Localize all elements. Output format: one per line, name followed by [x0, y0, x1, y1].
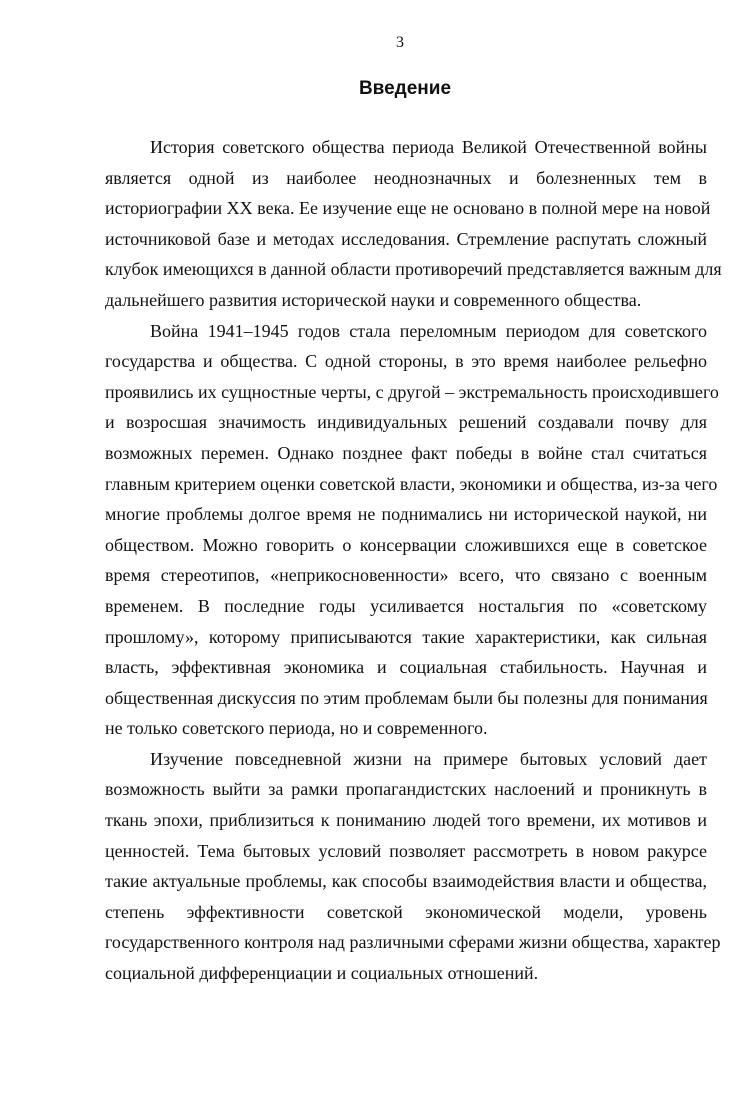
text-line: социальной дифференциации и социальных отношений.: [105, 963, 539, 984]
text-line: является одной из наиболее неоднозначных и болезненных тем в: [105, 167, 707, 188]
text-line: многие проблемы долгое время не поднимались ни исторической наукой, ни: [105, 504, 707, 525]
text-line: Изучение повседневной жизни на примере бытовых условий дает: [150, 748, 707, 769]
text-line: дальнейшего развития исторической науки и современного общества.: [105, 289, 642, 310]
text-line: проявились их сущностные черты, с другой – экстремальность происходившего: [105, 381, 719, 402]
text-line: государства и общества. С одной стороны, в это время наиболее рельефно: [105, 351, 707, 372]
text-line: Война 1941–1945 годов стала переломным периодом для советского: [150, 320, 707, 341]
paragraph: [105, 132, 722, 316]
text-line: общественная дискуссия по этим проблемам были бы полезны для понимания: [105, 687, 708, 708]
text-line: временем. В последние годы усиливается ностальгия по «советскому: [105, 595, 707, 616]
text-line: время стереотипов, «неприкосновенности» всего, что связано с военным: [105, 565, 707, 586]
text-line: государственного контроля над различными сферами жизни общества, характер: [105, 932, 721, 953]
text-line: обществом. Можно говорить о консервации сложившихся еще в советское: [105, 534, 707, 555]
text-line: главным критерием оценки советской власти, экономики и общества, из-за чего: [105, 473, 718, 494]
text-line: ценностей. Тема бытовых условий позволяет рассмотреть в новом ракурсе: [105, 840, 707, 861]
text-line: власть, эффективная экономика и социальная стабильность. Научная и: [105, 657, 707, 678]
text-line: прошлому», которому приписываются такие характеристики, как сильная: [105, 626, 707, 647]
text-line: историографии XX века. Ее изучение еще не основано в полной мере на новой: [105, 198, 711, 219]
text-line: ткань эпохи, приблизиться к пониманию людей того времени, их мотивов и: [105, 810, 707, 831]
text-line: История советского общества периода Великой Отечественной войны: [150, 137, 707, 157]
page-number: 3: [396, 34, 404, 51]
text-line: клубок имеющихся в данной области противоречий представляется важным для: [105, 259, 722, 280]
paragraph: [105, 744, 721, 989]
page-title: Введение: [358, 78, 452, 99]
text-line: такие актуальные проблемы, как способы взаимодействия власти и общества,: [105, 871, 707, 892]
text-line: возможных перемен. Однако позднее факт победы в войне стал считаться: [105, 442, 707, 463]
text-line: степень эффективности советской экономической модели, уровень: [105, 901, 707, 922]
paragraph: [105, 316, 719, 744]
text-line: и возросшая значимость индивидуальных решений создавали почву для: [105, 412, 707, 433]
document-body: [105, 132, 722, 989]
text-line: не только советского периода, но и современного.: [105, 718, 488, 739]
text-line: возможность выйти за рамки пропагандистских наслоений и проникнуть в: [105, 779, 707, 800]
text-line: источниковой базе и методах исследования. Стремление распутать сложный: [105, 228, 707, 249]
